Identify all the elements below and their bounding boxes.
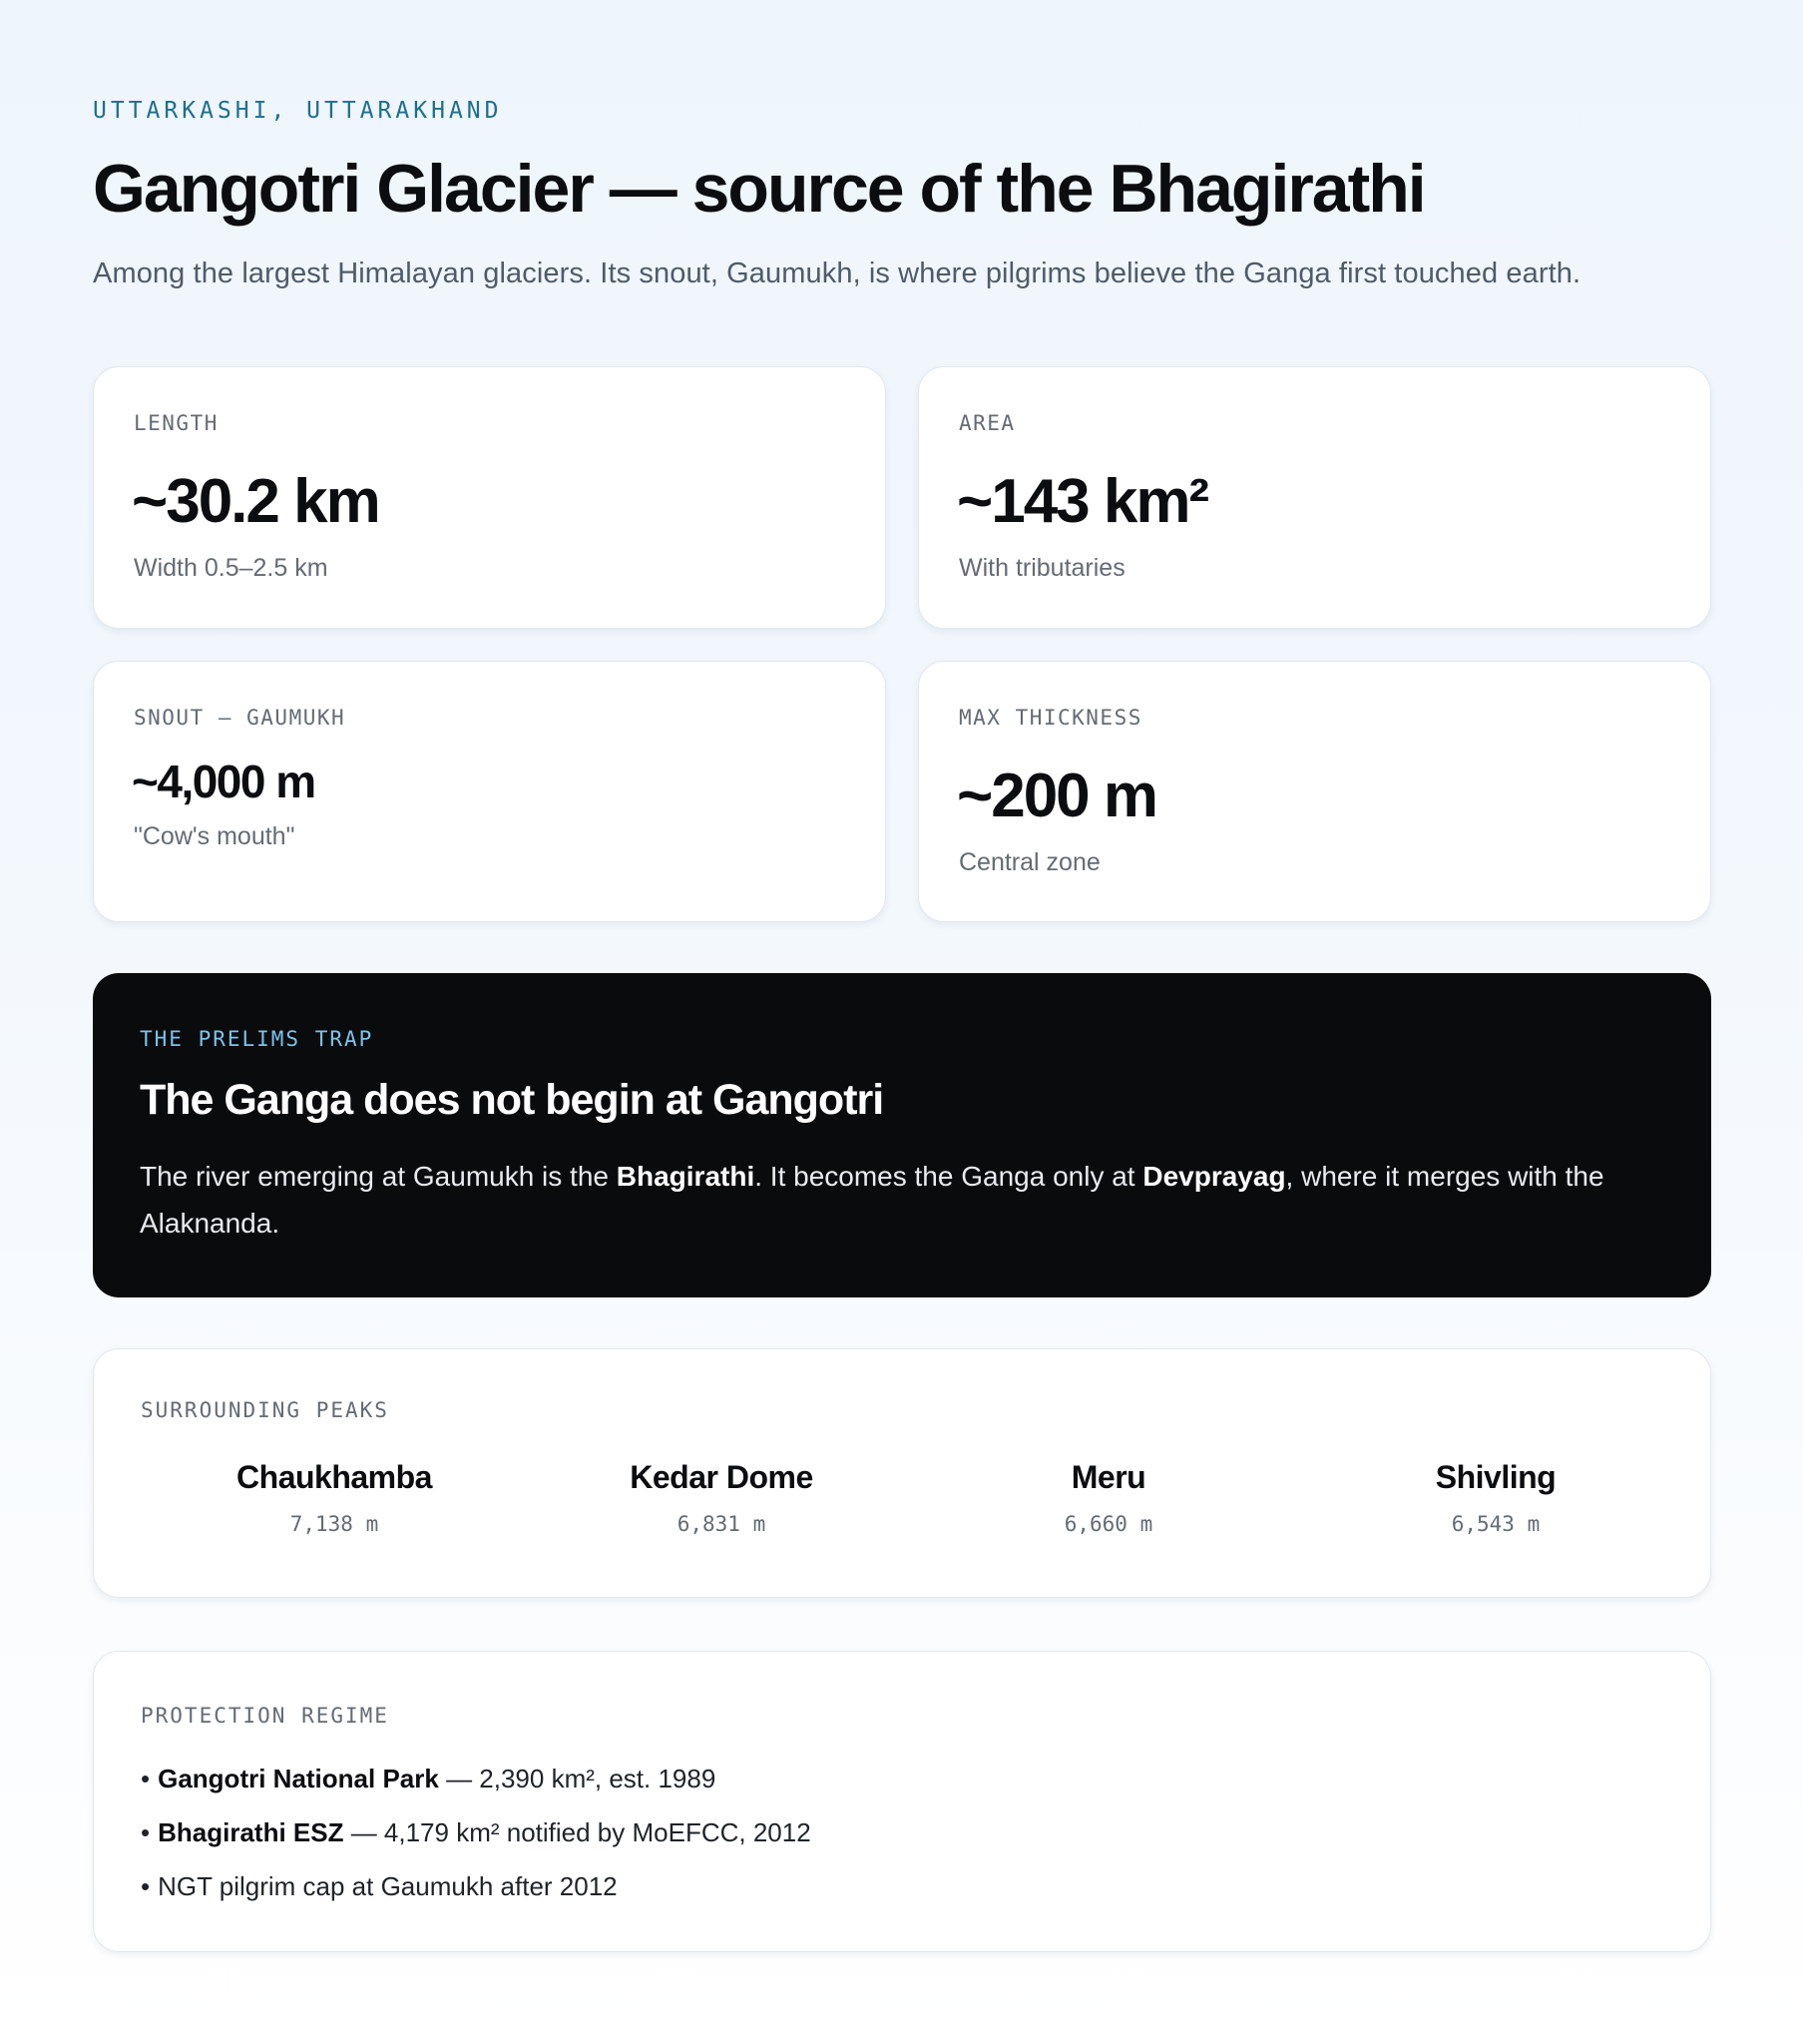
peak-name: Chaukhamba <box>236 1459 432 1495</box>
stat-value: ~4,000 m <box>132 756 315 807</box>
list-item-title: Gangotri National Park <box>158 1764 439 1793</box>
trap-body-highlight: Devprayag <box>1142 1161 1286 1192</box>
page-subtitle: Among the largest Himalayan glaciers. Its snout, Gaumukh, is where pilgrims believe the Ganga first touched earth. <box>93 257 1581 289</box>
list-item <box>141 1859 811 1913</box>
peak-name: Kedar Dome <box>630 1459 813 1495</box>
surrounding-peaks-card <box>93 1348 1711 1598</box>
trap-title: The Ganga does not begin at Gangotri <box>140 1076 884 1124</box>
peak-height: 6,831 m <box>676 1512 766 1536</box>
peak-item <box>141 1459 528 1536</box>
peak-item <box>528 1459 915 1536</box>
prelims-trap-callout <box>93 973 1711 1297</box>
peak-item <box>915 1459 1302 1536</box>
stat-subtext: Central zone <box>959 848 1101 876</box>
peaks-list <box>141 1459 1689 1536</box>
section-label: PROTECTION REGIME <box>141 1704 389 1728</box>
location-eyebrow: UTTARKASHI, UTTARAKHAND <box>93 98 503 124</box>
list-item-text: — 2,390 km², est. 1989 <box>438 1764 716 1793</box>
protection-regime-card <box>93 1651 1711 1952</box>
peak-name: Meru <box>1071 1459 1146 1495</box>
peak-height: 6,543 m <box>1451 1512 1541 1536</box>
trap-label: THE PRELIMS TRAP <box>140 1027 374 1051</box>
list-item-title: Bhagirathi ESZ <box>158 1817 344 1847</box>
stat-label: MAX THICKNESS <box>959 706 1142 730</box>
stat-label: AREA <box>959 411 1016 435</box>
protection-list <box>141 1752 811 1913</box>
stat-subtext: Width 0.5–2.5 km <box>134 554 328 582</box>
trap-body-text: . It becomes the Ganga only at <box>754 1161 1143 1192</box>
peak-name: Shivling <box>1435 1459 1557 1495</box>
stat-label: SNOUT — GAUMUKH <box>134 706 346 730</box>
stat-card-length <box>93 366 886 629</box>
stat-value: ~30.2 km <box>132 467 379 536</box>
page-title: Gangotri Glacier — source of the Bhagirathi <box>93 151 1425 227</box>
stat-subtext: With tributaries <box>959 554 1126 582</box>
stat-value: ~143 km² <box>957 467 1208 536</box>
trap-body-text: , where it merges with the Alaknanda. <box>140 1161 1604 1239</box>
peak-item <box>1302 1459 1689 1536</box>
bullet-icon: • <box>141 1871 151 1901</box>
stat-label: LENGTH <box>134 411 219 435</box>
trap-body <box>140 1153 1666 1247</box>
bullet-icon: • <box>141 1764 151 1793</box>
stat-subtext: "Cow's mouth" <box>134 822 295 850</box>
peak-height: 7,138 m <box>289 1512 379 1536</box>
list-item-text: — 4,179 km² notified by MoEFCC, 2012 <box>343 1817 811 1847</box>
list-item <box>141 1805 811 1859</box>
list-item <box>141 1752 811 1805</box>
stat-value: ~200 m <box>957 762 1157 830</box>
stat-card-thickness <box>918 661 1711 922</box>
stat-card-area <box>918 366 1711 629</box>
bullet-icon: • <box>141 1817 151 1847</box>
peak-height: 6,660 m <box>1064 1512 1153 1536</box>
section-label: SURROUNDING PEAKS <box>141 1398 389 1422</box>
list-item-text: NGT pilgrim cap at Gaumukh after 2012 <box>158 1871 618 1901</box>
trap-body-text: The river emerging at Gaumukh is the <box>140 1161 617 1192</box>
trap-body-highlight: Bhagirathi <box>616 1161 755 1192</box>
stat-card-snout <box>93 661 886 922</box>
